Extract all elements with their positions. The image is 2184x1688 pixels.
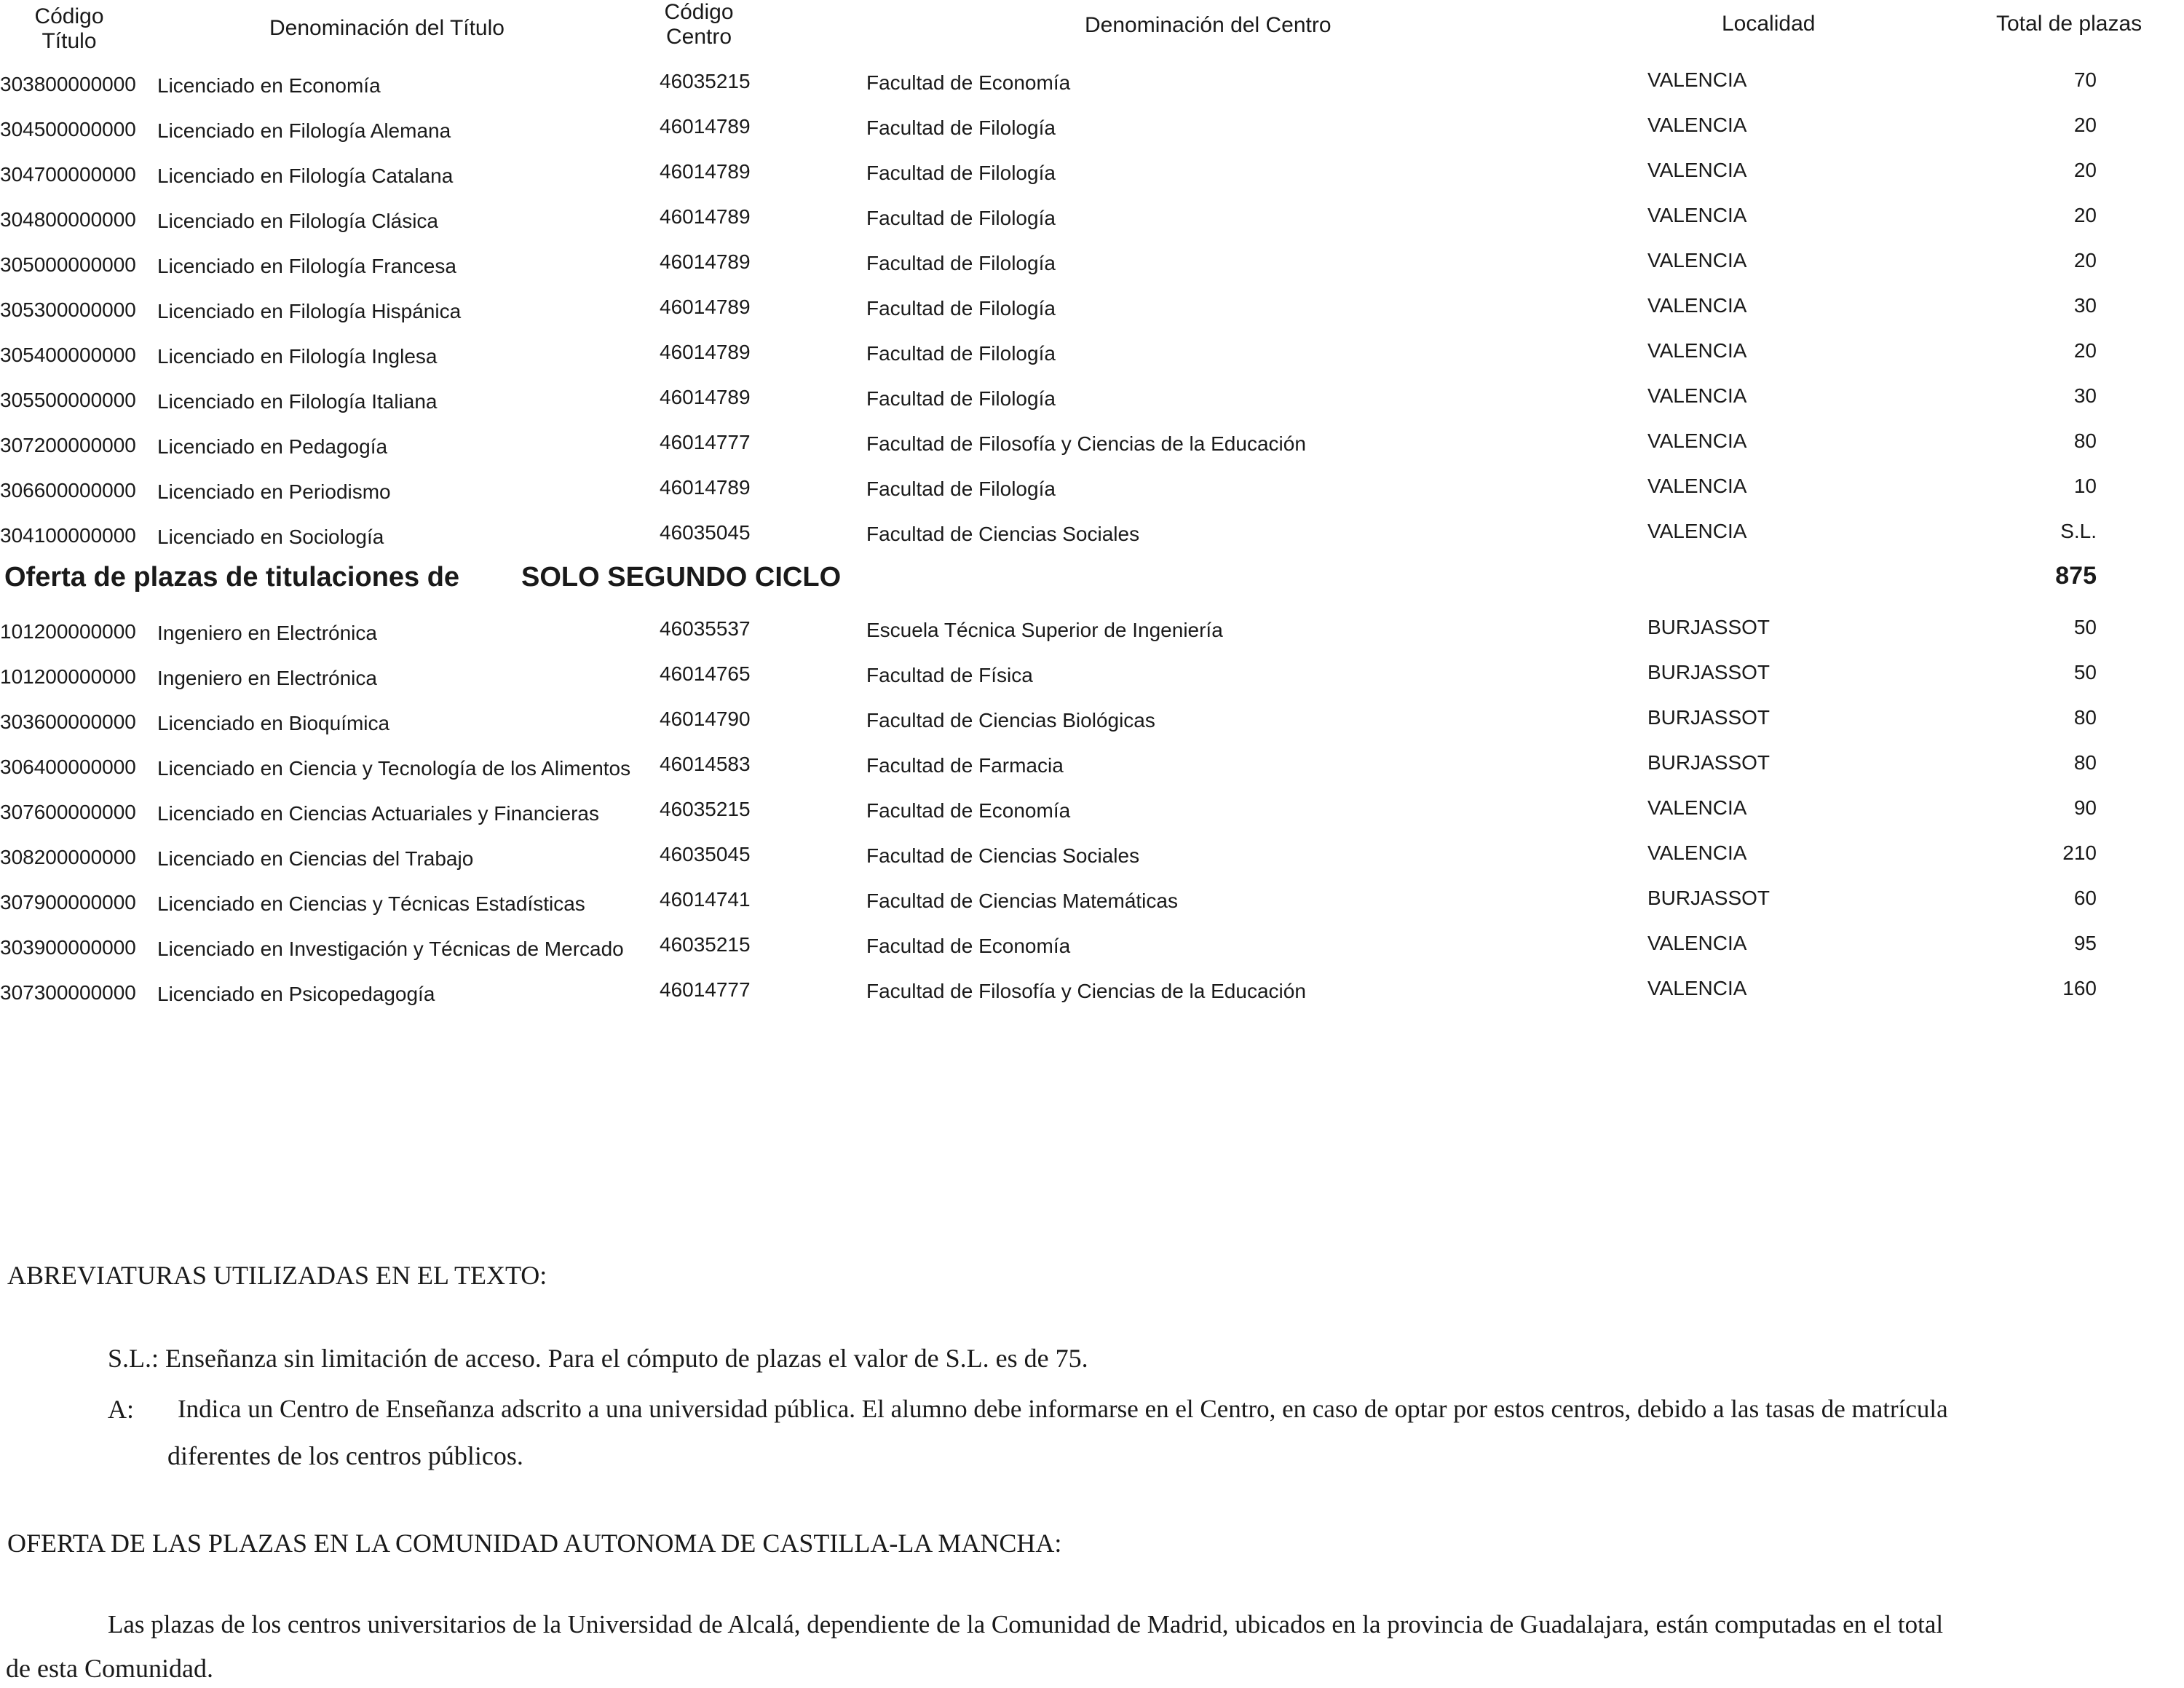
table-row (0, 58, 2184, 103)
cell-codigo-titulo: 304700000000 (0, 163, 136, 186)
cell-codigo-centro: 46014583 (660, 753, 751, 775)
cell-denominacion-centro: Facultad de Ciencias Sociales (866, 844, 1140, 867)
cell-denominacion-centro: Facultad de Filología (866, 116, 1056, 139)
cell-codigo-titulo: 306600000000 (0, 479, 136, 502)
header-codigo-centro-line2: Centro (665, 25, 732, 49)
cell-total-plazas: 60 (2073, 887, 2097, 909)
cell-denominacion-centro: Facultad de Ciencias Biológicas (866, 709, 1155, 732)
table-row (0, 967, 2184, 1012)
cell-total-plazas: 20 (2073, 339, 2097, 362)
cell-codigo-centro: 46014777 (660, 978, 751, 1001)
cell-localidad: VALENCIA (1647, 339, 1747, 362)
table-row (0, 831, 2184, 876)
cell-total-plazas: 90 (2073, 796, 2097, 819)
cell-total-plazas: 80 (2073, 429, 2097, 452)
table-row (0, 741, 2184, 786)
cell-localidad: VALENCIA (1647, 384, 1747, 407)
table-row (0, 510, 2184, 555)
table-row (0, 876, 2184, 922)
cell-denominacion-centro: Facultad de Filosofía y Ciencias de la Educación (866, 432, 1306, 455)
cell-denominacion-titulo: Licenciado en Ciencias Actuariales y Financieras (157, 802, 599, 825)
castilla-title: OFERTA DE LAS PLAZAS EN LA COMUNIDAD AUTONOMA DE CASTILLA-LA MANCHA: (7, 1529, 1062, 1558)
cell-codigo-titulo: 304100000000 (0, 524, 136, 547)
cell-localidad: VALENCIA (1647, 475, 1747, 497)
cell-codigo-titulo: 303800000000 (0, 73, 136, 95)
cell-total-plazas: S.L. (2060, 520, 2097, 542)
cell-denominacion-titulo: Licenciado en Psicopedagogía (157, 983, 435, 1005)
cell-codigo-centro: 46035045 (660, 843, 751, 865)
cell-codigo-titulo: 101200000000 (0, 620, 136, 643)
table-row (0, 239, 2184, 284)
cell-total-plazas: 95 (2073, 932, 2097, 954)
header-denominacion-centro: Denominación del Centro (1085, 13, 1332, 37)
cell-total-plazas: 210 (2062, 841, 2097, 864)
castilla-paragraph-line2: de esta Comunidad. (6, 1654, 213, 1683)
header-codigo-titulo-line1: Código (34, 4, 104, 28)
cell-total-plazas: 80 (2073, 751, 2097, 774)
section-label: Oferta de plazas de titulaciones de (4, 562, 460, 593)
abbreviations-title: ABREVIATURAS UTILIZADAS EN EL TEXTO: (7, 1261, 547, 1290)
cell-codigo-centro: 46014789 (660, 250, 751, 273)
cell-localidad: BURJASSOT (1647, 751, 1770, 774)
cell-codigo-centro: 46014789 (660, 205, 751, 228)
table-row (0, 103, 2184, 148)
header-codigo-titulo-line2: Título (41, 29, 97, 53)
cell-codigo-centro: 46035537 (660, 617, 751, 640)
cell-localidad: VALENCIA (1647, 429, 1747, 452)
table-row (0, 148, 2184, 194)
cell-codigo-centro: 46014789 (660, 386, 751, 408)
cell-denominacion-centro: Facultad de Filología (866, 478, 1056, 500)
cell-localidad: VALENCIA (1647, 520, 1747, 542)
cell-codigo-centro: 46014777 (660, 431, 751, 453)
cell-total-plazas: 30 (2073, 384, 2097, 407)
cell-codigo-centro: 46014789 (660, 296, 751, 318)
cell-localidad: VALENCIA (1647, 977, 1747, 999)
header-codigo-titulo (29, 4, 109, 54)
cell-localidad: BURJASSOT (1647, 661, 1770, 683)
table-row (0, 194, 2184, 239)
cell-localidad: VALENCIA (1647, 932, 1747, 954)
cell-localidad: VALENCIA (1647, 159, 1747, 181)
cell-denominacion-titulo: Licenciado en Ciencia y Tecnología de los Alimentos (157, 757, 631, 780)
cell-denominacion-centro: Facultad de Economía (866, 935, 1071, 957)
cell-codigo-centro: 46014741 (660, 888, 751, 911)
cell-codigo-centro: 46035215 (660, 798, 751, 820)
cell-codigo-titulo: 305000000000 (0, 253, 136, 276)
cell-denominacion-titulo: Licenciado en Sociología (157, 526, 384, 548)
table-row (0, 419, 2184, 464)
cell-codigo-titulo: 303900000000 (0, 936, 136, 959)
cell-denominacion-centro: Escuela Técnica Superior de Ingeniería (866, 619, 1223, 641)
cell-codigo-titulo: 307300000000 (0, 981, 136, 1004)
abbreviation-sl: S.L.: Enseñanza sin limitación de acceso. Para el cómputo de plazas el valor de S.L. es de 75. (108, 1344, 1088, 1373)
cell-codigo-titulo: 307200000000 (0, 434, 136, 456)
table-row (0, 606, 2184, 651)
cell-codigo-centro: 46035215 (660, 933, 751, 956)
header-localidad: Localidad (1722, 12, 1816, 36)
cell-denominacion-centro: Facultad de Ciencias Sociales (866, 523, 1140, 545)
cell-codigo-centro: 46014765 (660, 662, 751, 685)
table-row (0, 464, 2184, 510)
cell-denominacion-centro: Facultad de Filología (866, 342, 1056, 365)
cell-localidad: VALENCIA (1647, 204, 1747, 226)
cell-denominacion-titulo: Licenciado en Pedagogía (157, 435, 388, 458)
cell-localidad: VALENCIA (1647, 114, 1747, 136)
section-heading (0, 558, 2184, 604)
cell-denominacion-centro: Facultad de Farmacia (866, 754, 1064, 777)
abbreviation-a-line1: Indica un Centro de Enseñanza adscrito a una universidad pública. El alumno debe informarse en el Centro, en caso de optar por estos centros, debido a las tasas de matrícula (178, 1395, 1948, 1423)
section-total: 875 (2055, 562, 2097, 590)
cell-denominacion-titulo: Ingeniero en Electrónica (157, 667, 377, 689)
abbreviation-a-key: A: (108, 1395, 134, 1424)
cell-localidad: BURJASSOT (1647, 887, 1770, 909)
cell-codigo-titulo: 305500000000 (0, 389, 136, 411)
cell-denominacion-centro: Facultad de Filología (866, 252, 1056, 274)
cell-denominacion-centro: Facultad de Física (866, 664, 1033, 686)
cell-denominacion-titulo: Licenciado en Filología Catalana (157, 165, 454, 187)
table-row (0, 696, 2184, 741)
cell-codigo-titulo: 305400000000 (0, 344, 136, 366)
cell-localidad: VALENCIA (1647, 249, 1747, 272)
cell-denominacion-centro: Facultad de Filología (866, 387, 1056, 410)
cell-total-plazas: 70 (2073, 68, 2097, 91)
table-row (0, 786, 2184, 831)
cell-denominacion-centro: Facultad de Economía (866, 71, 1071, 94)
header-codigo-centro-line1: Código (664, 0, 734, 24)
cell-denominacion-titulo: Licenciado en Filología Hispánica (157, 300, 462, 322)
cell-codigo-titulo: 304500000000 (0, 118, 136, 140)
cell-codigo-titulo: 101200000000 (0, 665, 136, 688)
cell-total-plazas: 20 (2073, 249, 2097, 272)
cell-denominacion-titulo: Licenciado en Filología Francesa (157, 255, 456, 277)
cell-localidad: BURJASSOT (1647, 706, 1770, 729)
cell-denominacion-titulo: Licenciado en Investigación y Técnicas de Mercado (157, 938, 624, 960)
cell-codigo-titulo: 307600000000 (0, 801, 136, 823)
cell-denominacion-titulo: Licenciado en Ciencias del Trabajo (157, 847, 474, 870)
cell-total-plazas: 50 (2073, 661, 2097, 683)
cell-codigo-centro: 46014789 (660, 160, 751, 183)
table-row (0, 284, 2184, 329)
cell-codigo-titulo: 304800000000 (0, 208, 136, 231)
header-codigo-centro (659, 0, 739, 49)
cell-codigo-titulo: 305300000000 (0, 298, 136, 321)
cell-codigo-centro: 46014789 (660, 115, 751, 138)
cell-codigo-titulo: 307900000000 (0, 891, 136, 914)
cell-denominacion-centro: Facultad de Economía (866, 799, 1071, 822)
header-total-plazas: Total de plazas (1996, 12, 2143, 36)
cell-denominacion-titulo: Licenciado en Ciencias y Técnicas Estadísticas (157, 892, 585, 915)
cell-denominacion-titulo: Licenciado en Bioquímica (157, 712, 390, 734)
cell-localidad: VALENCIA (1647, 68, 1747, 91)
cell-localidad: VALENCIA (1647, 841, 1747, 864)
cell-codigo-centro: 46014789 (660, 476, 751, 499)
cell-total-plazas: 80 (2073, 706, 2097, 729)
table-row (0, 374, 2184, 419)
table-row (0, 329, 2184, 374)
cell-codigo-centro: 46014789 (660, 341, 751, 363)
abbreviation-a-line2: diferentes de los centros públicos. (167, 1441, 523, 1470)
cell-total-plazas: 50 (2073, 616, 2097, 638)
cell-denominacion-centro: Facultad de Ciencias Matemáticas (866, 889, 1178, 912)
cell-denominacion-centro: Facultad de Filosofía y Ciencias de la Educación (866, 980, 1306, 1002)
cell-codigo-centro: 46014790 (660, 708, 751, 730)
cell-denominacion-titulo: Licenciado en Filología Italiana (157, 390, 438, 413)
cell-total-plazas: 30 (2073, 294, 2097, 317)
header-denominacion-titulo: Denominación del Título (269, 16, 505, 40)
castilla-paragraph-line1: Las plazas de los centros universitarios de la Universidad de Alcalá, dependiente de la Comunidad de Madrid, ubicados en la provincia de Guadalajara, están computadas en el total (108, 1610, 1944, 1639)
cell-codigo-titulo: 306400000000 (0, 756, 136, 778)
cell-denominacion-titulo: Licenciado en Economía (157, 74, 381, 97)
cell-denominacion-titulo: Licenciado en Filología Clásica (157, 210, 438, 232)
cell-localidad: VALENCIA (1647, 796, 1747, 819)
cell-denominacion-centro: Facultad de Filología (866, 207, 1056, 229)
cell-denominacion-titulo: Licenciado en Filología Alemana (157, 119, 451, 142)
cell-localidad: BURJASSOT (1647, 616, 1770, 638)
cell-denominacion-titulo: Licenciado en Periodismo (157, 480, 391, 503)
cell-denominacion-titulo: Licenciado en Filología Inglesa (157, 345, 438, 368)
cell-total-plazas: 10 (2073, 475, 2097, 497)
table-row (0, 922, 2184, 967)
cell-codigo-centro: 46035215 (660, 70, 751, 92)
cell-total-plazas: 160 (2062, 977, 2097, 999)
cell-total-plazas: 20 (2073, 204, 2097, 226)
table-row (0, 651, 2184, 696)
cell-codigo-titulo: 308200000000 (0, 846, 136, 868)
cell-denominacion-centro: Facultad de Filología (866, 162, 1056, 184)
cell-denominacion-titulo: Ingeniero en Electrónica (157, 622, 377, 644)
cell-total-plazas: 20 (2073, 159, 2097, 181)
cell-total-plazas: 20 (2073, 114, 2097, 136)
cell-codigo-centro: 46035045 (660, 521, 751, 544)
cell-denominacion-centro: Facultad de Filología (866, 297, 1056, 320)
section-label-cycle: SOLO SEGUNDO CICLO (521, 562, 842, 593)
cell-localidad: VALENCIA (1647, 294, 1747, 317)
cell-codigo-titulo: 303600000000 (0, 710, 136, 733)
